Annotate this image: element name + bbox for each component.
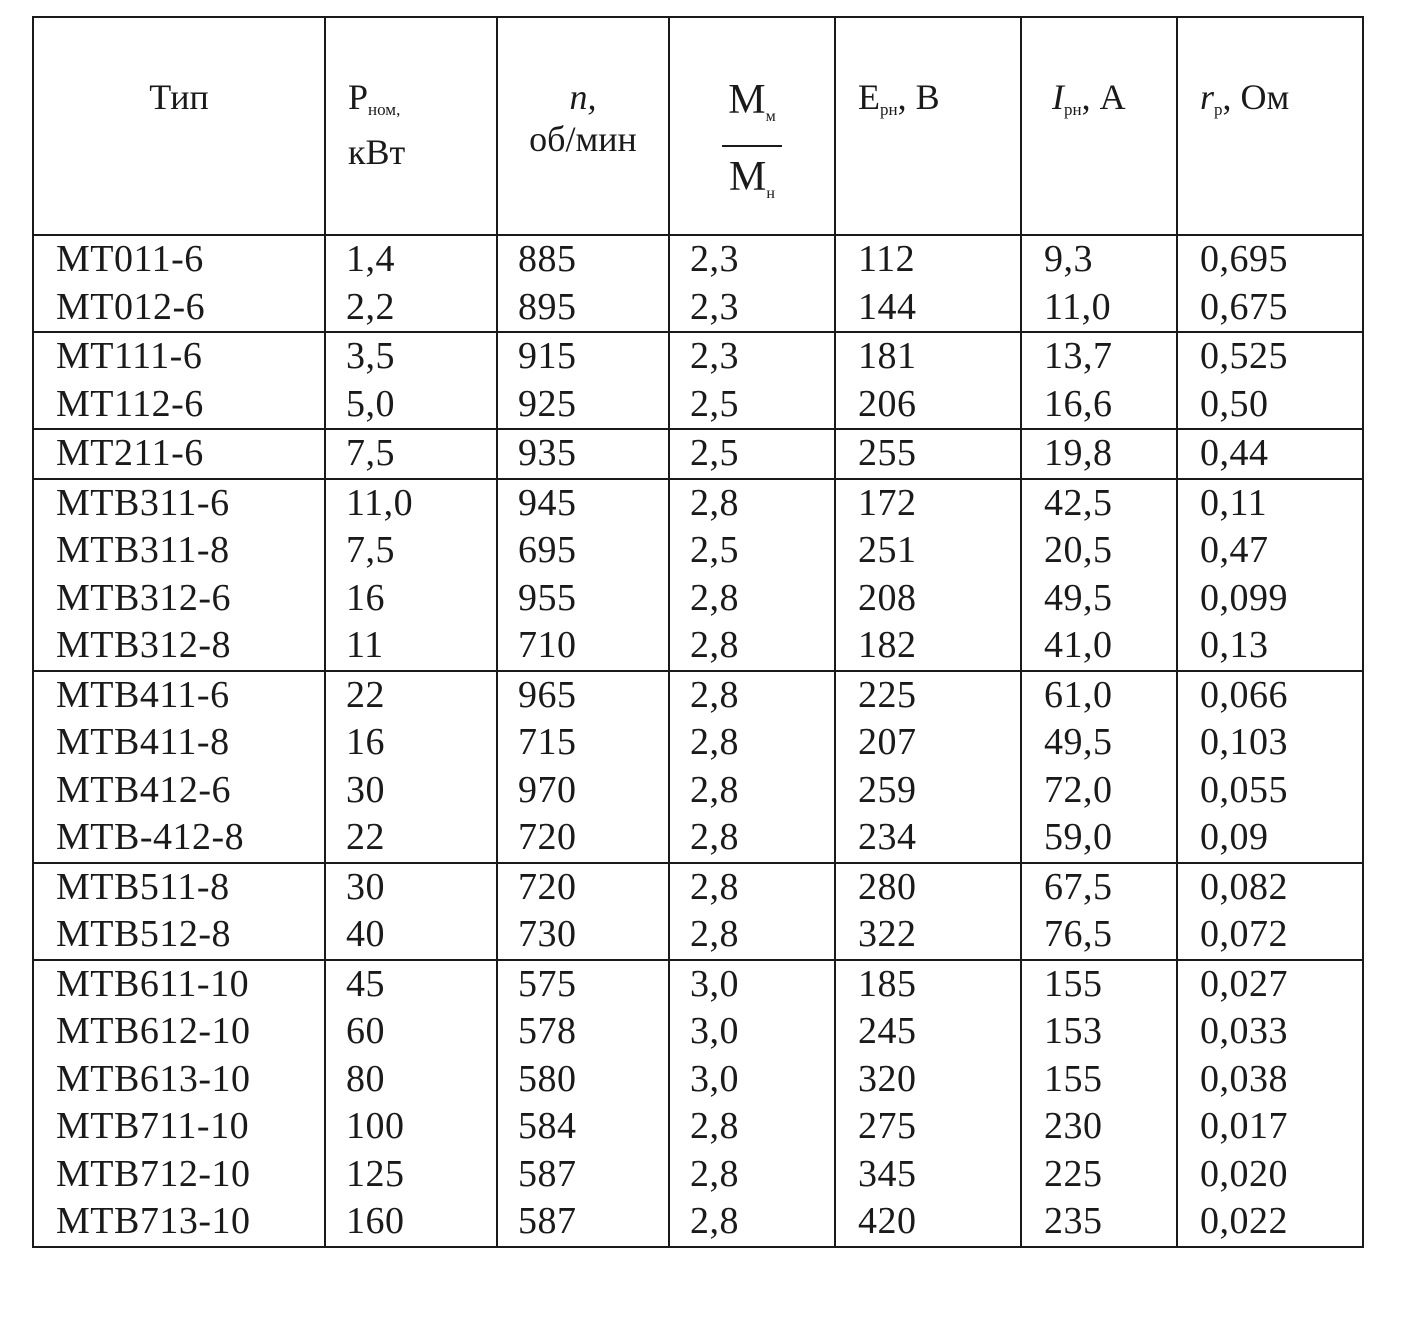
header-type-label: Тип (149, 77, 209, 117)
cell-resistance: 0,072 (1177, 911, 1363, 960)
cell-type: МТВ411-6 (33, 671, 325, 720)
cell-power: 45 (325, 960, 497, 1009)
table-row (33, 767, 1363, 815)
cell-voltage: 112 (835, 235, 1021, 284)
cell-speed: 730 (497, 911, 669, 960)
cell-current: 61,0 (1021, 671, 1177, 720)
cell-voltage: 275 (835, 1103, 1021, 1151)
cell-current: 153 (1021, 1008, 1177, 1056)
cell-resistance: 0,033 (1177, 1008, 1363, 1056)
cell-type: МТВ511-8 (33, 863, 325, 912)
header-current-symbol: I (1052, 77, 1064, 117)
cell-type: МТВ613-10 (33, 1056, 325, 1104)
header-speed-symbol: n, (569, 77, 597, 117)
table-row (33, 1151, 1363, 1199)
cell-voltage: 251 (835, 527, 1021, 575)
cell-current: 230 (1021, 1103, 1177, 1151)
cell-voltage: 206 (835, 381, 1021, 430)
header-torque-ratio (669, 17, 835, 235)
cell-torque-ratio: 2,8 (669, 863, 835, 912)
cell-resistance: 0,017 (1177, 1103, 1363, 1151)
cell-resistance: 0,47 (1177, 527, 1363, 575)
table-row (33, 381, 1363, 430)
cell-power: 30 (325, 863, 497, 912)
cell-voltage: 234 (835, 814, 1021, 863)
cell-resistance: 0,022 (1177, 1198, 1363, 1247)
cell-type: МТВ311-8 (33, 527, 325, 575)
cell-resistance: 0,695 (1177, 235, 1363, 284)
cell-resistance: 0,525 (1177, 332, 1363, 381)
cell-voltage: 322 (835, 911, 1021, 960)
table-row (33, 1103, 1363, 1151)
cell-voltage: 345 (835, 1151, 1021, 1199)
header-voltage (835, 17, 1021, 235)
cell-power: 30 (325, 767, 497, 815)
cell-torque-ratio: 3,0 (669, 1008, 835, 1056)
cell-power: 100 (325, 1103, 497, 1151)
table-row (33, 429, 1363, 479)
cell-type: МТВ-412-8 (33, 814, 325, 863)
cell-type: МТВ711-10 (33, 1103, 325, 1151)
cell-current: 16,6 (1021, 381, 1177, 430)
denominator-symbol: M (729, 154, 767, 200)
cell-torque-ratio: 2,8 (669, 1198, 835, 1247)
cell-current: 225 (1021, 1151, 1177, 1199)
cell-current: 67,5 (1021, 863, 1177, 912)
cell-current: 72,0 (1021, 767, 1177, 815)
cell-type: МТ211-6 (33, 429, 325, 479)
cell-speed: 580 (497, 1056, 669, 1104)
cell-current: 49,5 (1021, 575, 1177, 623)
cell-power: 2,2 (325, 284, 497, 333)
cell-torque-ratio: 2,5 (669, 527, 835, 575)
cell-torque-ratio: 2,8 (669, 767, 835, 815)
cell-type: МТВ612-10 (33, 1008, 325, 1056)
cell-torque-ratio: 2,8 (669, 814, 835, 863)
cell-current: 9,3 (1021, 235, 1177, 284)
cell-speed: 720 (497, 814, 669, 863)
table-row (33, 1198, 1363, 1247)
cell-torque-ratio: 2,8 (669, 479, 835, 528)
cell-speed: 715 (497, 719, 669, 767)
cell-type: МТВ311-6 (33, 479, 325, 528)
cell-speed: 945 (497, 479, 669, 528)
cell-resistance: 0,50 (1177, 381, 1363, 430)
table-row (33, 863, 1363, 912)
torque-ratio-numerator (722, 76, 781, 141)
cell-type: МТВ312-6 (33, 575, 325, 623)
cell-voltage: 255 (835, 429, 1021, 479)
cell-power: 11,0 (325, 479, 497, 528)
cell-type: МТВ713-10 (33, 1198, 325, 1247)
table-row (33, 527, 1363, 575)
table-row (33, 575, 1363, 623)
cell-voltage: 182 (835, 622, 1021, 671)
cell-voltage: 172 (835, 479, 1021, 528)
motor-data-table (32, 16, 1364, 1248)
cell-current: 155 (1021, 960, 1177, 1009)
cell-torque-ratio: 2,8 (669, 1151, 835, 1199)
cell-power: 7,5 (325, 527, 497, 575)
cell-torque-ratio: 2,8 (669, 911, 835, 960)
table-row (33, 622, 1363, 671)
cell-speed: 925 (497, 381, 669, 430)
cell-resistance: 0,44 (1177, 429, 1363, 479)
cell-voltage: 225 (835, 671, 1021, 720)
table-row (33, 1008, 1363, 1056)
cell-speed: 584 (497, 1103, 669, 1151)
header-current-subscript: рн (1064, 100, 1082, 119)
header-voltage-symbol: E (858, 77, 880, 117)
header-speed (497, 17, 669, 235)
cell-resistance: 0,055 (1177, 767, 1363, 815)
cell-torque-ratio: 2,8 (669, 622, 835, 671)
cell-type: МТВ412-6 (33, 767, 325, 815)
cell-power: 16 (325, 575, 497, 623)
cell-resistance: 0,09 (1177, 814, 1363, 863)
header-voltage-subscript: рн (880, 100, 898, 119)
cell-current: 155 (1021, 1056, 1177, 1104)
cell-voltage: 208 (835, 575, 1021, 623)
cell-torque-ratio: 2,8 (669, 575, 835, 623)
cell-resistance: 0,11 (1177, 479, 1363, 528)
cell-torque-ratio: 2,8 (669, 671, 835, 720)
torque-ratio-denominator (722, 153, 781, 218)
cell-type: МТ112-6 (33, 381, 325, 430)
motor-data-table-container (32, 16, 1362, 1248)
cell-type: МТВ611-10 (33, 960, 325, 1009)
header-power-subscript: ном, (368, 100, 401, 119)
header-current-unit: , А (1081, 77, 1126, 117)
cell-speed: 895 (497, 284, 669, 333)
cell-voltage: 245 (835, 1008, 1021, 1056)
cell-voltage: 320 (835, 1056, 1021, 1104)
header-power (325, 17, 497, 235)
header-voltage-unit: , В (897, 77, 940, 117)
header-current (1021, 17, 1177, 235)
cell-resistance: 0,099 (1177, 575, 1363, 623)
cell-speed: 885 (497, 235, 669, 284)
cell-speed: 575 (497, 960, 669, 1009)
cell-power: 11 (325, 622, 497, 671)
table-row (33, 479, 1363, 528)
cell-power: 7,5 (325, 429, 497, 479)
header-speed-unit: об/мин (529, 119, 637, 159)
header-type (33, 17, 325, 235)
table-row (33, 814, 1363, 863)
cell-power: 40 (325, 911, 497, 960)
cell-torque-ratio: 3,0 (669, 1056, 835, 1104)
cell-torque-ratio: 2,8 (669, 1103, 835, 1151)
cell-current: 42,5 (1021, 479, 1177, 528)
cell-type: МТВ312-8 (33, 622, 325, 671)
cell-current: 76,5 (1021, 911, 1177, 960)
table-row (33, 671, 1363, 720)
cell-torque-ratio: 2,5 (669, 429, 835, 479)
numerator-symbol: M (728, 77, 766, 123)
table-row (33, 284, 1363, 333)
cell-speed: 587 (497, 1151, 669, 1199)
cell-torque-ratio: 2,3 (669, 235, 835, 284)
cell-speed: 935 (497, 429, 669, 479)
cell-torque-ratio: 2,3 (669, 284, 835, 333)
table-row (33, 911, 1363, 960)
cell-speed: 720 (497, 863, 669, 912)
cell-current: 19,8 (1021, 429, 1177, 479)
torque-ratio-fraction (722, 76, 781, 218)
cell-voltage: 259 (835, 767, 1021, 815)
header-resistance (1177, 17, 1363, 235)
cell-resistance: 0,027 (1177, 960, 1363, 1009)
header-resistance-subscript: р (1214, 100, 1223, 119)
header-resistance-symbol: r (1200, 77, 1215, 117)
cell-power: 80 (325, 1056, 497, 1104)
table-row (33, 1056, 1363, 1104)
cell-power: 16 (325, 719, 497, 767)
cell-resistance: 0,13 (1177, 622, 1363, 671)
cell-speed: 587 (497, 1198, 669, 1247)
cell-speed: 970 (497, 767, 669, 815)
denominator-subscript: н (766, 185, 775, 202)
cell-type: МТ012-6 (33, 284, 325, 333)
cell-resistance: 0,675 (1177, 284, 1363, 333)
header-row (33, 17, 1363, 235)
table-header (33, 17, 1363, 235)
cell-type: МТВ512-8 (33, 911, 325, 960)
cell-resistance: 0,066 (1177, 671, 1363, 720)
table-row (33, 332, 1363, 381)
cell-current: 49,5 (1021, 719, 1177, 767)
table-row (33, 719, 1363, 767)
cell-current: 59,0 (1021, 814, 1177, 863)
cell-torque-ratio: 2,5 (669, 381, 835, 430)
cell-current: 11,0 (1021, 284, 1177, 333)
cell-current: 13,7 (1021, 332, 1177, 381)
cell-type: МТВ712-10 (33, 1151, 325, 1199)
fraction-bar (722, 145, 781, 147)
cell-voltage: 144 (835, 284, 1021, 333)
cell-power: 160 (325, 1198, 497, 1247)
cell-speed: 915 (497, 332, 669, 381)
cell-current: 20,5 (1021, 527, 1177, 575)
cell-resistance: 0,103 (1177, 719, 1363, 767)
cell-power: 22 (325, 814, 497, 863)
table-body (33, 235, 1363, 1247)
table-row (33, 960, 1363, 1009)
cell-power: 1,4 (325, 235, 497, 284)
cell-speed: 965 (497, 671, 669, 720)
header-resistance-unit: , Ом (1222, 77, 1290, 117)
cell-torque-ratio: 3,0 (669, 960, 835, 1009)
cell-voltage: 207 (835, 719, 1021, 767)
cell-speed: 578 (497, 1008, 669, 1056)
header-power-unit: кВт (348, 132, 406, 172)
cell-voltage: 420 (835, 1198, 1021, 1247)
cell-voltage: 185 (835, 960, 1021, 1009)
cell-speed: 955 (497, 575, 669, 623)
cell-power: 22 (325, 671, 497, 720)
numerator-subscript: м (765, 108, 776, 125)
table-row (33, 235, 1363, 284)
cell-current: 41,0 (1021, 622, 1177, 671)
cell-power: 125 (325, 1151, 497, 1199)
cell-speed: 695 (497, 527, 669, 575)
cell-torque-ratio: 2,3 (669, 332, 835, 381)
cell-resistance: 0,020 (1177, 1151, 1363, 1199)
cell-resistance: 0,038 (1177, 1056, 1363, 1104)
cell-power: 60 (325, 1008, 497, 1056)
cell-type: МТ011-6 (33, 235, 325, 284)
cell-type: МТ111-6 (33, 332, 325, 381)
cell-type: МТВ411-8 (33, 719, 325, 767)
cell-torque-ratio: 2,8 (669, 719, 835, 767)
cell-voltage: 280 (835, 863, 1021, 912)
cell-resistance: 0,082 (1177, 863, 1363, 912)
cell-speed: 710 (497, 622, 669, 671)
cell-current: 235 (1021, 1198, 1177, 1247)
cell-power: 3,5 (325, 332, 497, 381)
cell-voltage: 181 (835, 332, 1021, 381)
header-power-symbol: P (348, 77, 369, 117)
cell-power: 5,0 (325, 381, 497, 430)
